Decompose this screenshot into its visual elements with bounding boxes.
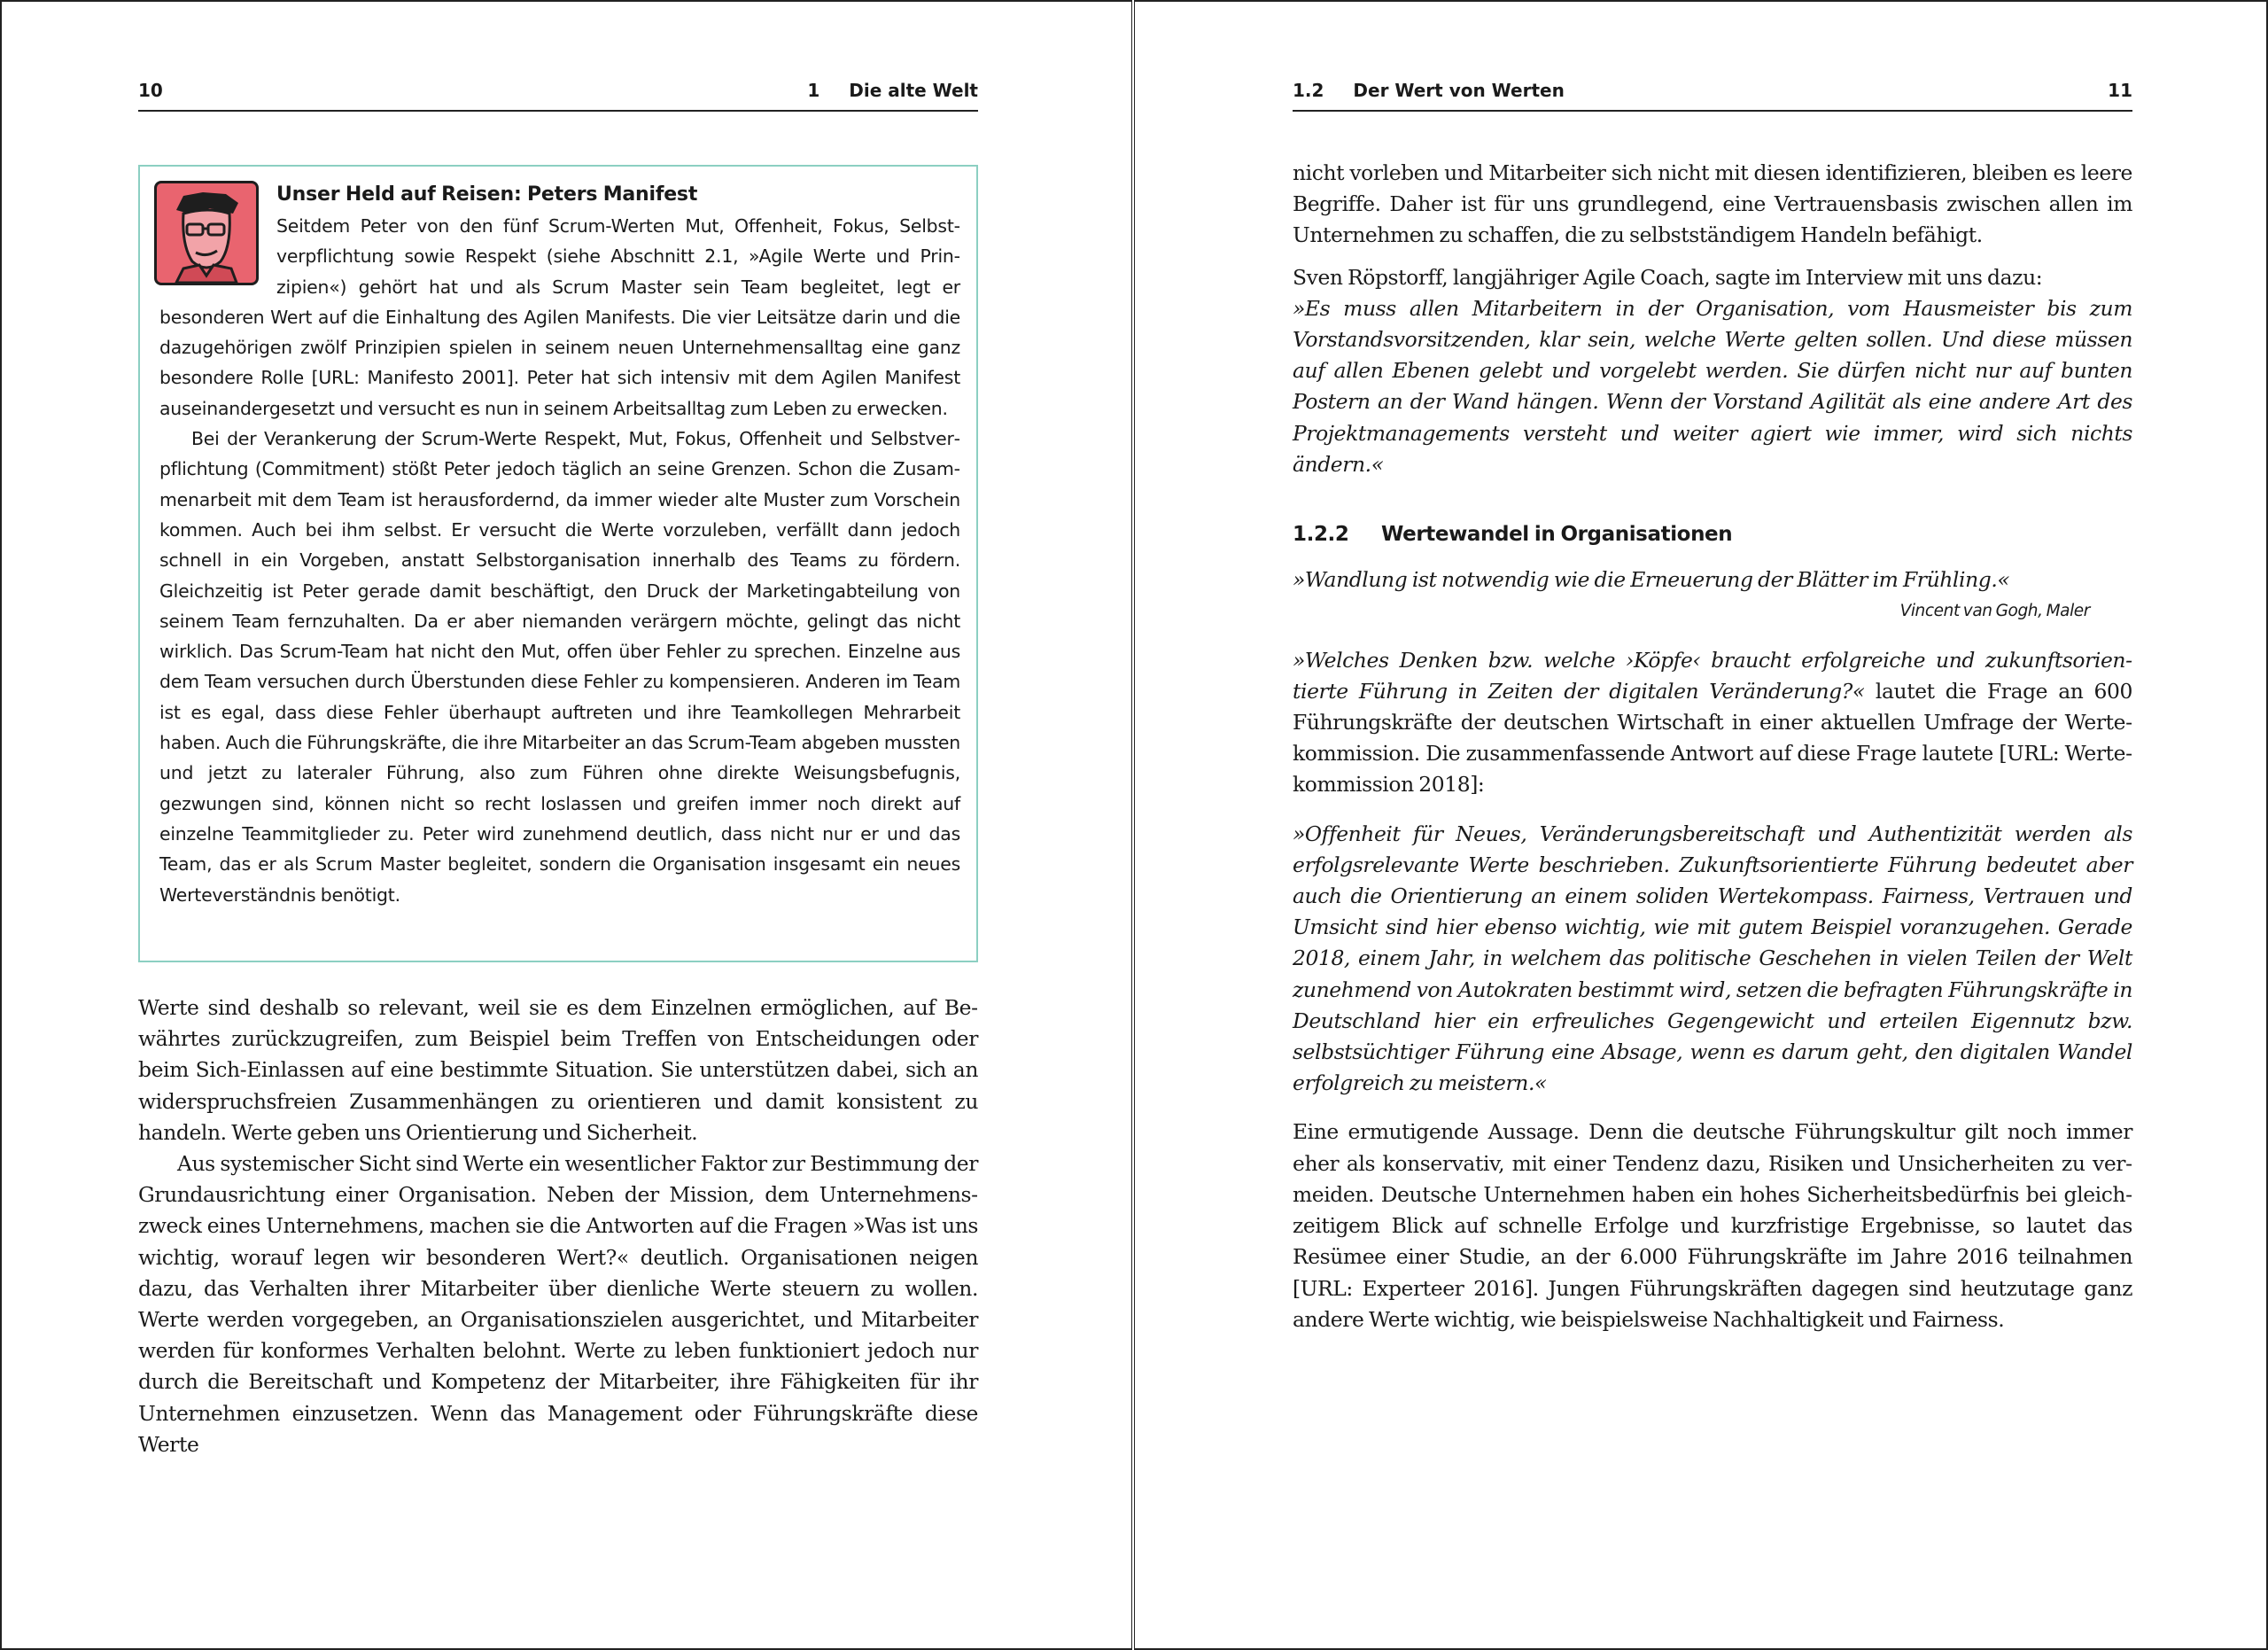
subsection-heading — [1293, 519, 2132, 550]
left-page — [0, 0, 1132, 1650]
hero-info-box — [138, 165, 978, 962]
body-paragraph: Werte sind deshalb so relevant, weil sie es dem Einzelnen ermöglichen, auf Bewährtes zurückzugreifen, zum Beispiel beim Treffen von Entscheidungen oder beim Sich-Einlassen auf eine bestimmte Situation. Sie unterstützen dabei, sich an widerspruchsfreien Zusammenhängen zu orientieren und damit konsistent zu handeln. Werte geben uns Orientierung und Sicherheit. — [138, 995, 978, 1145]
block-quote: »Es muss allen Mitarbeitern in der Organisation, vom Hausmeister bis zum Vorstandsvorsitzenden, klar sein, welche Werte gelten sollen. Und diese müssen auf allen Ebenen gelebt und vorgelebt werden. Sie dürfen nicht nur auf bunten Postern an der Wand hängen. Wenn der Vorstand Agilität als eine andere Art des Projektmanagements versteht und weiter agiert wie immer, wird sich nichts ändern.« — [1293, 295, 2132, 477]
body-paragraph: Aus systemischer Sicht sind Werte ein wesentlicher Faktor zur Bestimmung der Grundausrichtung einer Organisation. Neben der Mission, dem Unternehmenszweck eines Unternehmens, machen sie die Antworten auf die Fragen »Was ist uns wichtig, worauf legen wir besonderen Wert?« deutlich. Organisationen neigen dazu, das Verhalten ihrer Mitarbeiter über dienliche Werte steuern zu wollen. Werte werden vorgegeben, an Organisationszielen ausgerichtet, und Mitarbeiter werden für konformes Verhalten belohnt. Werte zu leben funktioniert jedoch nur durch die Bereitschaft und Kompetenz der Mitarbeiter, ihre Fähigkeiten für ihr Unternehmen einzusetzen. Wenn das Management oder Führungskräfte diese Werte — [138, 1151, 978, 1457]
chapter-heading — [807, 80, 978, 101]
left-body-text — [138, 992, 978, 1460]
body-paragraph: Sven Röpstorff, langjähriger Agile Coach, sagte im Interview mit uns dazu: — [1293, 264, 2043, 290]
italic-question: »Welches Denken bzw. welche ›Köpfe‹ braucht erfolgreiche und zukunftsorientierte Führung in Zeiten der digitalen Veränderung?« — [1293, 647, 2132, 704]
running-head-left — [138, 80, 978, 112]
chapter-title: Die alte Welt — [849, 80, 978, 101]
subsection-number: 1.2.2 — [1293, 523, 1349, 547]
motto-author: Vincent van Gogh, Maler — [1899, 602, 2090, 621]
body-paragraph: nicht vorleben und Mitarbeiter sich nicht mit diesen identifizieren, bleiben es leere Begriffe. Daher ist für uns grundlegend, eine Vertrauensbasis zwischen allen im Unternehmen zu schaffen, die zu selbstständigem Handeln befähigt. — [1293, 160, 2132, 248]
section-number: 1.2 — [1293, 80, 1324, 101]
hero-avatar-icon — [154, 181, 259, 285]
right-page — [1134, 0, 2268, 1650]
hero-box-paragraph: Bei der Verankerung der Scrum-Werte Respekt, Mut, Fokus, Offenheit und Selbstverpflichtung (Commitment) stößt Peter jedoch täglich an seine Grenzen. Schon die Zusammenarbeit mit dem Team ist herausfordernd, da immer wieder alte Muster zum Vorschein kommen. Auch bei ihm selbst. Er versucht die Werte vorzuleben, verfällt dann jedoch schnell in ein Vorgeben, anstatt Selbstorganisation innerhalb des Teams zu fördern. Gleichzeitig ist Peter gerade damit beschäftigt, den Druck der Marketingabteilung von seinem Team fernzuhalten. Da er aber niemanden verärgern möchte, gelingt das nicht wirklich. Das Scrum-Team hat nicht den Mut, offen über Fehler zu sprechen. Einzelne aus dem Team versuchen durch Überstunden diese Fehler zu kompensieren. Anderen im Team ist es egal, dass diese Fehler überhaupt auftreten und ihre Teamkollegen Mehrarbeit haben. Auch die Führungskräfte, die ihre Mitarbeiter an das Scrum-Team abgeben mussten und jetzt zu lateraler Führung, also zum Führen ohne direkte Weisungsbefugnis, gezwungen sind, können nicht so recht loslassen und greifen immer noch direkt auf einzelne Teammitglieder zu. Peter wird zunehmend deutlich, dass nicht nur er und das Team, das er als Scrum Master begleitet, sondern die Organisation insgesamt ein neues Werteverständnis benötigt. — [159, 428, 960, 906]
running-head-right — [1293, 80, 2132, 112]
page-number-left: 10 — [138, 80, 163, 101]
hero-box-paragraph: Seitdem Peter von den fünf Scrum-Werten Mut, Offenheit, Fokus, Selbstverpflichtung sowie Respekt (siehe Abschnitt 2.1, »Agile Werte und Prinzipien«) gehört hat und als Scrum Master sein Team begleitet, legt er besonderen Wert auf die Einhaltung des Agilen Manifests. Die vier Leitsätze darin und die dazugehörigen zwölf Prinzipien spielen in seinem neuen Unternehmensalltag eine ganz besondere Rolle [URL: Manifesto 2001]. Peter hat sich intensiv mit dem Agilen Manifest auseinandergesetzt und versucht es nun in seinem Arbeitsalltag zum Leben zu erwecken. — [159, 215, 960, 419]
section-title: Der Wert von Werten — [1353, 80, 1565, 101]
body-paragraph — [1293, 645, 2132, 801]
right-body-text — [1293, 158, 2132, 1335]
chapter-number: 1 — [807, 80, 820, 101]
page-number-right: 11 — [2108, 80, 2132, 101]
hero-box-title: Unser Held auf Reisen: Peters Manifest — [276, 183, 698, 206]
block-quote: »Offenheit für Neues, Veränderungsbereitschaft und Authentizität werden als erfolgsrelevante Werte beschrieben. Zukunftsorientierte Führung bedeutet aber auch die Orientierung an einem soliden Wertekompass. Fairness, Vertrauen und Umsicht sind hier ebenso wichtig, wie mit gutem Beispiel voranzugehen. Gerade 2018, einem Jahr, in welchem das politische Geschehen in vielen Teilen der Welt zunehmend von Autokraten bestimmt wird, setzen die befragten Führungskräfte in Deutschland hier ein erfreuliches Gegengewicht und erteilen Eigennutz bzw. selbstsüchtiger Führung eine Absage, wenn es darum geht, den digitalen Wandel erfolgreich zu meistern.« — [1293, 821, 2132, 1096]
motto-quote: »Wandlung ist notwendig wie die Erneuerung der Blätter im Frühling.« — [1293, 567, 2010, 593]
body-paragraph-rest: lautet die Frage an 600 Führungskräfte der deutschen Wirtschaft in einer aktuellen Umfrage der Wertekommission. Die zusammenfassende Antwort auf diese Frage lautete [URL: Wertekommission 2018]: — [1293, 678, 2132, 798]
subsection-title: Wertewandel in Organisationen — [1381, 523, 1733, 547]
body-paragraph: Eine ermutigende Aussage. Denn die deutsche Führungskultur gilt noch immer eher als konservativ, mit einer Tendenz dazu, Risiken und Unsicherheiten zu vermeiden. Deutsche Unternehmen haben ein hohes Sicherheitsbedürfnis bei gleichzeitigem Blick auf schnelle Erfolge und kurzfristige Ergebnisse, so lautet das Resümee einer Studie, an der 6.000 Führungskräfte im Jahre 2016 teilnahmen [URL: Experteer 2016]. Jungen Führungskräften dagegen sind heutzutage ganz andere Werte wichtig, wie beispielsweise Nachhaltigkeit und Fairness. — [1293, 1119, 2132, 1332]
section-heading — [1293, 80, 1565, 101]
